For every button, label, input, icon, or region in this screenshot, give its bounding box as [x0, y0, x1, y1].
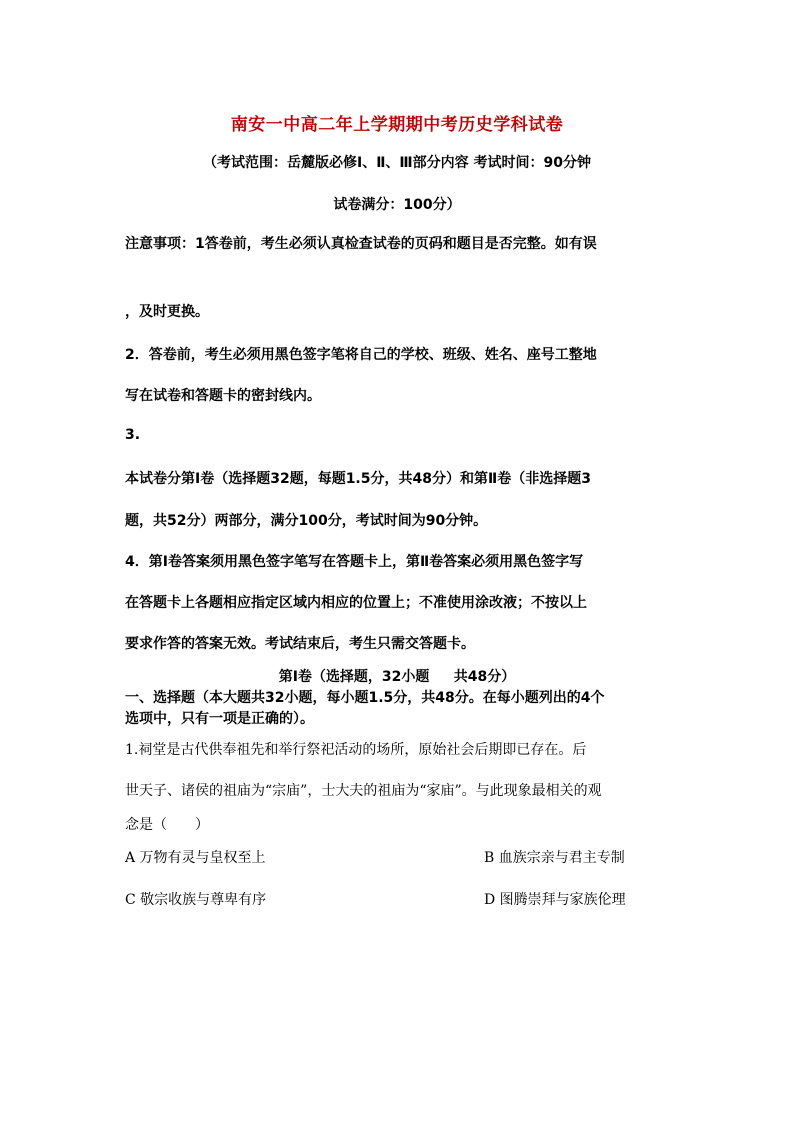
notes-line-2: ，及时更换。 [125, 304, 209, 320]
option-c: C 敬宗收族与尊卑有序 [125, 892, 267, 908]
notes-line-1: 注意事项：1答卷前，考生必须认真检查试卷的页码和题目是否完整。如有误 [125, 236, 597, 252]
notes-line-8: 4．第Ⅰ卷答案须用黑色签字笔写在答题卡上，第Ⅱ卷答案必须用黑色签字写 [125, 554, 584, 570]
notes-line-3: 2．答卷前，考生必须用黑色签字笔将自己的学校、班级、姓名、座号工整地 [125, 347, 597, 363]
exam-subtitle-line1: （考试范围：岳麓版必修Ⅰ、Ⅱ、Ⅲ部分内容 考试时间：90分钟 [202, 155, 592, 171]
notes-line-7: 题，共52分）两部分，满分100分，考试时间为90分钟。 [125, 513, 488, 529]
question-1-line-1: 1.祠堂是古代供奉祖先和举行祭祀活动的场所，原始社会后期即已存在。后 [125, 742, 587, 758]
option-b: B 血族宗亲与君主专制 [484, 850, 625, 866]
notes-line-6: 本试卷分第Ⅰ卷（选择题32题，每题1.5分，共48分）和第Ⅱ卷（非选择题3 [125, 471, 591, 487]
notes-line-5: 3. [125, 427, 141, 443]
question-1-line-3: 念是（ ） [125, 817, 209, 833]
option-d: D 图腾崇拜与家族伦理 [484, 892, 626, 908]
exam-title: 南安一中高二年上学期期中考历史学科试卷 [230, 115, 564, 135]
option-a: A 万物有灵与皇权至上 [125, 850, 266, 866]
exam-subtitle-line2: 试卷满分：100分） [333, 197, 461, 213]
notes-line-10: 要求作答的答案无效。考试结束后，考生只需交答题卡。 [125, 636, 475, 652]
section-intro-line-2: 选项中，只有一项是正确的）。 [125, 711, 314, 727]
notes-line-9: 在答题卡上各题相应指定区域内相应的位置上；不准使用涂改液；不按以上 [125, 595, 587, 611]
notes-line-4: 写在试卷和答题卡的密封线内。 [125, 388, 321, 404]
question-1-line-2: 世天子、诸侯的祖庙为“宗庙”，士大夫的祖庙为“家庙”。与此现象最相关的观 [125, 783, 602, 799]
section-intro-line-1: 一、选择题（本大题共32小题，每小题1.5分，共48分。在每小题列出的4个 [125, 690, 605, 706]
section-heading: 第Ⅰ卷（选择题，32小题 共48分） [278, 669, 516, 685]
